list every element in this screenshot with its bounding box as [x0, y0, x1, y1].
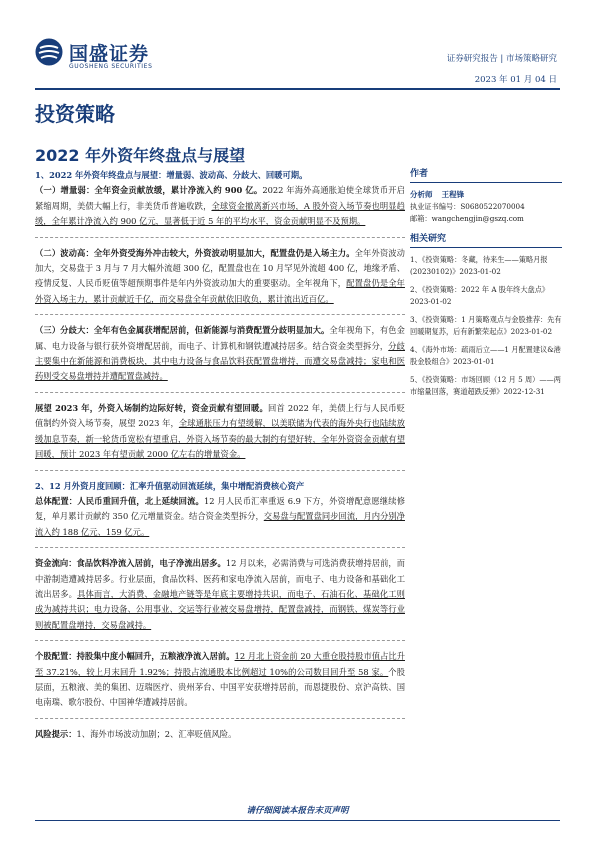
paragraph-outlook-2023: 展望 2023 年，外资入场制约边际好转，资金贡献有望回暖。回首 2022 年，美债上行与人民币贬值制约外资入场节奏，展望 2023 年，全球通胀压力有望缓解，以美联储为代表的海外央行也陆续放缓加息节奏，新一轮货币宽松有望重启，外资入场节奏的最大制约有望好转，全年外资资金贡献有望回暖，预计 2023 年有望贡献 2000 亿左右的增量资金。 — [35, 402, 405, 460]
paragraph-overall-allocation: 总体配置：人民币重回升值，北上延续回流。12 月人民币汇率重返 6.9 下方，外资增配意愿继续修复，单月累计贡献约 350 亿元增量资金。结合资金类型拆分，交易盘与配置盘同步回流，月内分别净流入约 188 亿元、159 亿元。 — [35, 495, 405, 537]
main-body — [35, 168, 405, 742]
divider — [35, 392, 405, 393]
section-1-heading: 1、2022 年外资年终盘点与展望：增量弱、波动高、分歧大、回暖可期。 — [35, 170, 308, 180]
header-divider — [35, 88, 560, 90]
license-row: 执业证书编号：S0680522070004 — [410, 202, 525, 211]
divider — [35, 237, 405, 238]
divider — [35, 547, 405, 548]
report-date: 2023 年 01 月 04 日 — [474, 75, 557, 85]
sidebar-divider — [410, 247, 562, 248]
globe-logo-icon — [35, 38, 63, 66]
analyst-row — [410, 189, 562, 201]
email-row: 邮箱：wangchengjin@gszq.com — [410, 214, 524, 223]
license-number: S0680522070004 — [460, 202, 525, 211]
divider — [35, 470, 405, 471]
analyst-name: 王程锋 — [441, 190, 465, 199]
paragraph-divergence: （三）分歧大：全年有色金属获增配居前，但新能源与消费配置分歧明显加大。全年视角下，有色金属、电力设备与银行获外资增配居前，而电子、计算机和钢铁遭减持居多。结合资金类型拆分，分歧主要集中在新能源和消费板块，其中电力设备与食品饮料获配置盘增持，而遭交易盘减持；家电和医药则受交易盘增持并遭配置盘减持。 — [35, 325, 405, 382]
author-section-title: 作者 — [410, 169, 429, 179]
related-research-item[interactable]: 5、《投资策略：市场回顾（12 月 5 周）——两市缩量回落，赛道超跌反弹》2022-12-31 — [410, 375, 561, 396]
divider — [35, 314, 405, 315]
divider — [35, 640, 405, 641]
paragraph-stock-allocation: 个股配置：持股集中度小幅回升，五粮液净流入居前。12 月北上资金前 20 大重仓股持股市值占比升至 37.21%，较上月末回升 1.92%；持股占流通股本比例超过 10%的公司数目回升至 58 家。个股层面，五粮液、美的集团、迈瑞医疗、贵州茅台、中国平安获增持居前，而恩捷股份、京沪高铁、国电南瑞、歌尔股份、中国神华遭减持居前。 — [35, 651, 405, 708]
logo-text-en: GUOSHENG SECURITIES — [69, 63, 153, 70]
section-2-heading: 2、12 月外资月度回顾：汇率升值驱动回流延续，集中增配消费核心资产 — [35, 480, 305, 491]
divider — [35, 718, 405, 719]
sidebar — [410, 168, 562, 404]
related-research-item[interactable]: 2、《投资策略：2022 年 A 股年终大盘点》2023-01-02 — [410, 285, 550, 306]
paragraph-weak-inflow: （一）增量弱：全年资金贡献放缓，累计净流入约 900 亿。2022 年海外高通胀迫使全球货币开启紧缩周期，美债大幅上行，非美货币普遍收跌，全球资金撤离新兴市场，A 股外资入场节奏也明显趋缓，全年累计净流入约 900 亿元，显著低于近 5 年的平均水平，资金贡献明显不及预期。 — [35, 185, 405, 227]
related-research-item[interactable]: 4、《海外市场：疏雨后立——1 月配置建议&港股金股组合》2023-01-01 — [410, 345, 561, 366]
footer-divider — [35, 820, 560, 821]
related-research-title: 相关研究 — [410, 234, 447, 244]
email-link[interactable]: wangchengjin@gszq.com — [431, 214, 524, 223]
risk-warning: 风险提示：1、海外市场波动加剧；2、汇率贬值风险。 — [35, 728, 237, 739]
report-category: 证券研究报告 | 市场策略研究 — [446, 54, 557, 64]
related-research-item[interactable]: 3、《投资策略：1 月策略观点与金股推荐：先有回暖期复苏，后有新繁荣起点》2023-01-02 — [410, 315, 562, 336]
paragraph-fund-flows: 资金流向：食品饮料净流入居前，电子净流出居多。12 月以来，必需消费与可选消费获增持居前，而中游制造遭减持居多。行业层面，食品饮料、医药和家电净流入居前，而电子、电力设备和基础化工流出居多。具体而言，大消费、金融地产链等是年底主要增持共识，而电子、石油石化、基础化工则成为减持共识；电力设备、公用事业、交运等行业被交易盘增持，配置盘减持，而钢铁、煤炭等行业则被配置盘增持，交易盘减持。 — [35, 558, 405, 630]
logo-text-cn: 国盛证券 — [69, 43, 150, 65]
related-research-item[interactable]: 1、《投资策略：冬藏，待来生——策略月报(20230102)》2023-01-02 — [410, 255, 548, 276]
analyst-role: 分析师 — [410, 190, 433, 199]
paragraph-high-volatility: （二）波动高：全年外资受海外冲击较大，外资波动明显加大，配置盘仍是入场主力。全年外资波动加大，交易盘于 3 月与 7 月大幅外流超 300 亿，配置盘也在 10 月罕见外流超 400 亿，地缘矛盾、疫情反复、人民币贬值等超预期事件是年内外资波动加大的重要驱动。全年视角下，配置盘仍是全年外资入场主力，累计贡献近千亿，而交易盘全年贡献依旧收负，累计流出近百亿。 — [35, 247, 405, 304]
report-subtitle: 2022 年外资年终盘点与展望 — [35, 146, 246, 165]
page-title: 投资策略 — [35, 102, 115, 126]
footer-disclaimer: 请仔细阅读本报告末页声明 — [246, 806, 349, 816]
sidebar-divider — [410, 182, 562, 183]
company-logo — [35, 38, 160, 74]
